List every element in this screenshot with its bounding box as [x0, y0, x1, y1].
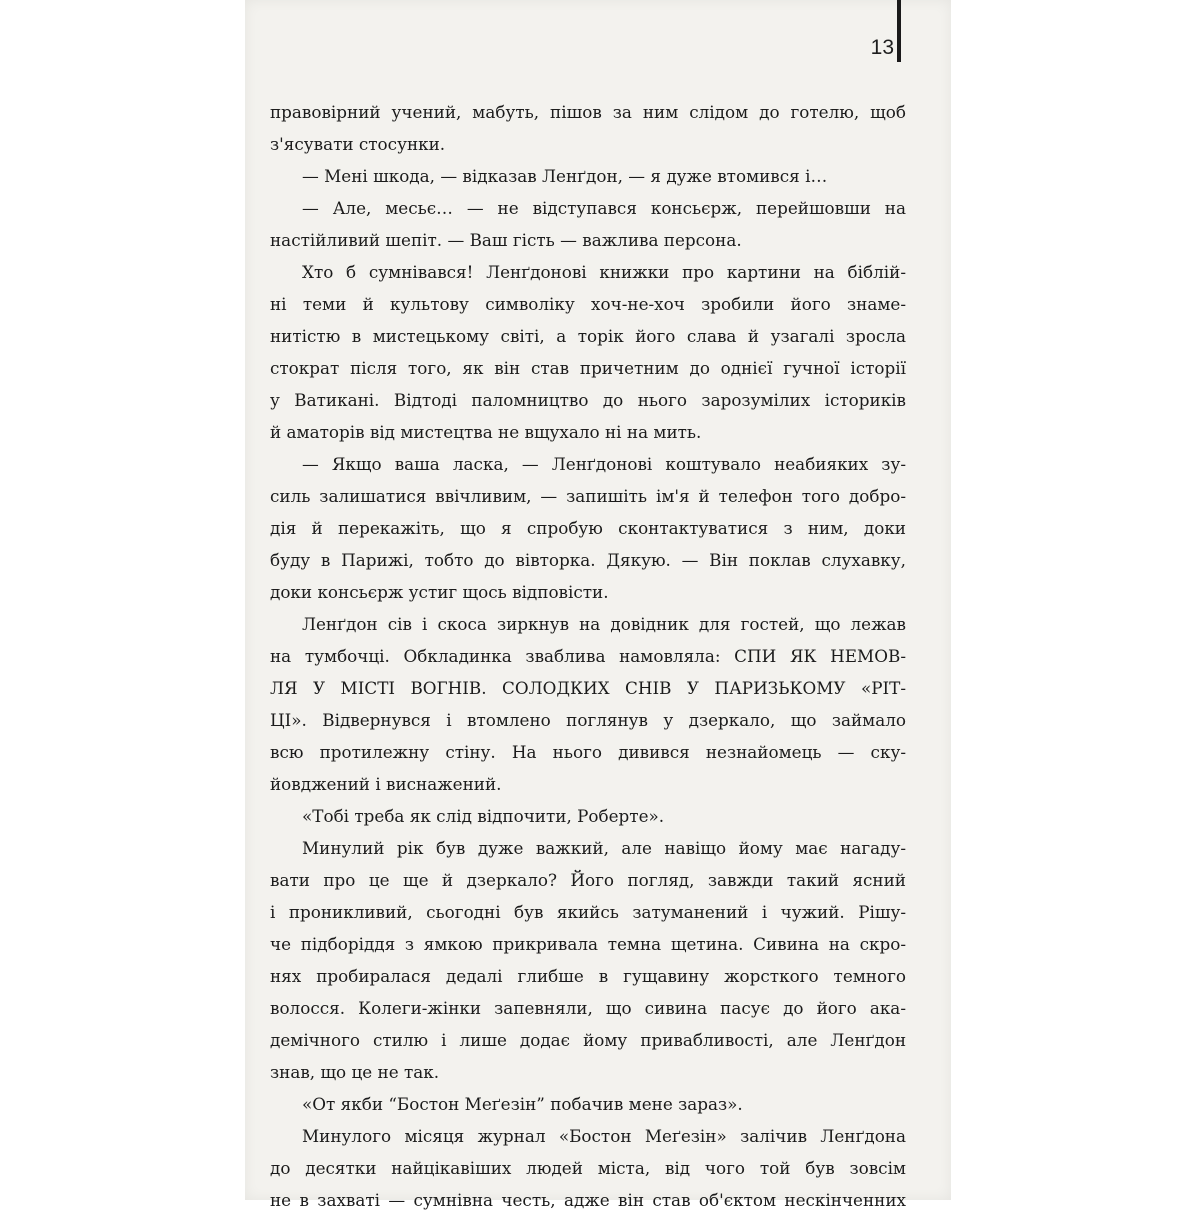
text-line: буду в Парижі, тобто до вівторка. Дякую. — Він поклав слухавку, [270, 550, 906, 570]
text-line: Минулий рік був дуже важкий, але навіщо йому має нагаду- [302, 838, 906, 858]
text-line: силь залишатися ввічливим, — запишіть ім'я й телефон того добро- [270, 486, 906, 506]
text-line: «Тобі треба як слід відпочити, Роберте». [302, 806, 665, 826]
page-edge-rule [897, 0, 901, 62]
text-line: Ленґдон сів і скоса зиркнув на довідник для гостей, що лежав [302, 614, 906, 634]
text-line: у Ватикані. Відтоді паломництво до нього зарозумілих істориків [270, 390, 906, 410]
text-line: на тумбочці. Обкладинка зваблива намовляла: СПИ ЯК НЕМОВ- [270, 646, 906, 666]
text-line: Минулого місяця журнал «Бостон Меґезін» залічив Ленґдона [302, 1126, 906, 1146]
text-line: че підборіддя з ямкою прикривала темна щетина. Сивина на скро- [270, 934, 906, 954]
text-line: настійливий шепіт. — Ваш гість — важлива персона. [270, 230, 742, 250]
text-line: знав, що це не так. [270, 1062, 440, 1082]
text-line: демічного стилю і лише додає йому привабливості, але Ленґдон [270, 1030, 906, 1050]
text-line: не в захваті — сумнівна честь, адже він став об'єктом нескінченних [270, 1190, 906, 1210]
text-line: — Мені шкода, — відказав Ленґдон, — я дуже втомився і… [302, 166, 828, 186]
body-text [270, 96, 906, 1216]
text-line: — Але, месьє… — не відступався консьєрж, перейшовши на [302, 198, 906, 218]
text-line: до десятки найцікавіших людей міста, від чого той був зовсім [270, 1158, 906, 1178]
text-line: йовджений і виснажений. [270, 774, 502, 794]
text-line: стократ після того, як він став причетним до однієї гучної історії [270, 358, 906, 378]
page-number: 13 [870, 36, 894, 59]
text-line: «От якби “Бостон Меґезін” побачив мене зараз». [302, 1094, 743, 1114]
text-line: й аматорів від мистецтва не вщухало ні на мить. [270, 422, 702, 442]
text-line: нях пробиралася дедалі глибше в гущавину жорсткого темного [270, 966, 906, 986]
text-line: доки консьєрж устиг щось відповісти. [270, 582, 609, 602]
text-line: ЦІ». Відвернувся і втомлено поглянув у дзеркало, що займало [270, 710, 906, 730]
text-line: волосся. Колеги-жінки запевняли, що сивина пасує до його ака- [270, 998, 906, 1018]
text-line: і проникливий, сьогодні був якийсь затуманений і чужий. Рішу- [270, 902, 906, 922]
text-line: нитістю в мистецькому світі, а торік його слава й узагалі зросла [270, 326, 906, 346]
text-line: вати про це ще й дзеркало? Його погляд, завжди такий ясний [270, 870, 906, 890]
text-line: — Якщо ваша ласка, — Ленґдонові коштувало неабияких зу- [302, 454, 906, 474]
text-line: ЛЯ У МІСТІ ВОГНІВ. СОЛОДКИХ СНІВ У ПАРИЗЬКОМУ «РІТ- [270, 678, 906, 698]
text-line: Хто б сумнівався! Ленґдонові книжки про картини на біблій- [302, 262, 906, 282]
text-line: з'ясувати стосунки. [270, 134, 446, 154]
text-line: ні теми й культову символіку хоч-не-хоч зробили його знаме- [270, 294, 906, 314]
text-line: дія й перекажіть, що я спробую сконтактуватися з ним, доки [270, 518, 906, 538]
text-line: правовірний учений, мабуть, пішов за ним слідом до готелю, щоб [270, 102, 906, 122]
text-line: всю протилежну стіну. На нього дивився незнайомець — ску- [270, 742, 906, 762]
